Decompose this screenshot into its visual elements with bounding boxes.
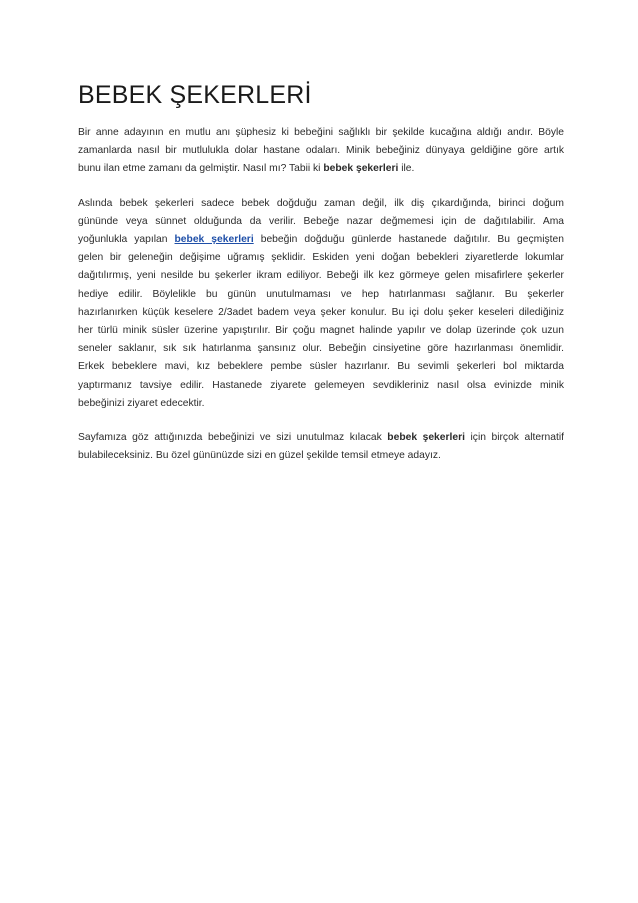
text-span: Aslında bebek şekerleri sadece bebek doğduğu zaman değil, ilk diş çıkardığında, birinci doğum <box>78 197 564 209</box>
document-body <box>78 124 564 465</box>
text-line <box>78 249 564 267</box>
text-line <box>78 267 564 285</box>
text-line <box>78 124 564 142</box>
text-line <box>78 160 564 178</box>
text-line <box>78 429 564 447</box>
text-line <box>78 142 564 160</box>
text-span: için birçok alternatif <box>464 432 564 444</box>
text-span: yaptırmanız tavsiye edilir. Hastanede ziyarete gelemeyen sevdikleriniz nasıl olsa evinizde minik <box>78 379 564 391</box>
text-span: seneler saklanır, sık sık hatırlanma şansınız olur. Bebeğin cinsiyetine göre hazırlanması önemlidir. <box>78 343 564 355</box>
text-span: her türlü minik süsler üzerine yapıştırılır. Bir çoğu magnet halinde yapılır ve dolap üzerinde çok uzun <box>78 325 564 337</box>
text-line <box>78 304 564 322</box>
paragraph-intro <box>78 124 564 179</box>
text-span: hediye edilir. Böylelikle bu günün unutulmaması ve hep hatırlanması sağlanır. Bu şekerler <box>78 288 564 300</box>
bebek-sekerleri-link[interactable]: bebek şekerleri <box>174 234 254 246</box>
text-span: Erkek bebeklere mavi, kız bebeklere pembe süsler hazırlanır. Bu sevimli şekerleri bol miktarda <box>78 361 564 373</box>
text-span: yoğunlukla yapılan <box>78 234 175 246</box>
text-line <box>78 395 564 413</box>
text-line <box>78 340 564 358</box>
text-span: bunu ilan etme zamanı da gelmiştir. Nasıl mı? Tabii ki <box>78 163 324 175</box>
text-line <box>78 358 564 376</box>
text-line <box>78 231 564 249</box>
text-line <box>78 195 564 213</box>
paragraph-closing <box>78 429 564 465</box>
text-span: Sayfamıza göz attığınızda bebeğinizi ve sizi unutulmaz kılacak <box>78 432 388 444</box>
text-span: bulabileceksiniz. Bu özel gününüzde sizi en güzel şekilde temsil etmeye adayız. <box>78 450 441 462</box>
text-line <box>78 447 564 465</box>
text-span: bebeğin doğduğu günlerde hastanede dağıtılır. Bu geçmişten <box>253 234 564 246</box>
text-line <box>78 286 564 304</box>
text-span: Bir anne adayının en mutlu anı şüphesiz ki bebeğini sağlıklı bir şekilde kucağına aldığı andır. Böyle <box>78 127 564 138</box>
text-line <box>78 322 564 340</box>
paragraph-details <box>78 195 564 413</box>
text-span: dağıtılırmış, yeni nesilde bu şekerler ikram ediliyor. Bebeği ilk kez görmeye gelen misafirlere şekerler <box>78 270 564 282</box>
text-span: gelen bir geleneğin değişime uğramış şeklidir. Eskiden yeni doğan bebekleri ziyaretlerde lokumlar <box>78 252 564 264</box>
bold-keyword: bebek şekerleri <box>323 163 399 175</box>
text-span: bebeğinizi ziyaret edecektir. <box>78 397 205 409</box>
text-span: ile. <box>398 163 415 175</box>
page-title: BEBEK ŞEKERLERİ <box>78 81 312 109</box>
text-line <box>78 377 564 395</box>
text-span: zamanlarda nasıl bir mutlulukla dolar hastane odaları. Minik bebeğiniz dünyaya geldiğine göre artık <box>78 145 564 157</box>
bold-keyword: bebek şekerleri <box>387 432 465 444</box>
text-line <box>78 213 564 231</box>
text-span: gününde veya sünnet olduğunda da verilir. Bebeğe nazar değmemesi için de dağıtılabilir. Ama <box>78 215 564 227</box>
text-span: hazırlanırken küçük keselere 2/3adet badem veya şeker konulur. Bu içi dolu şeker keseleri dilediğiniz <box>78 306 564 318</box>
